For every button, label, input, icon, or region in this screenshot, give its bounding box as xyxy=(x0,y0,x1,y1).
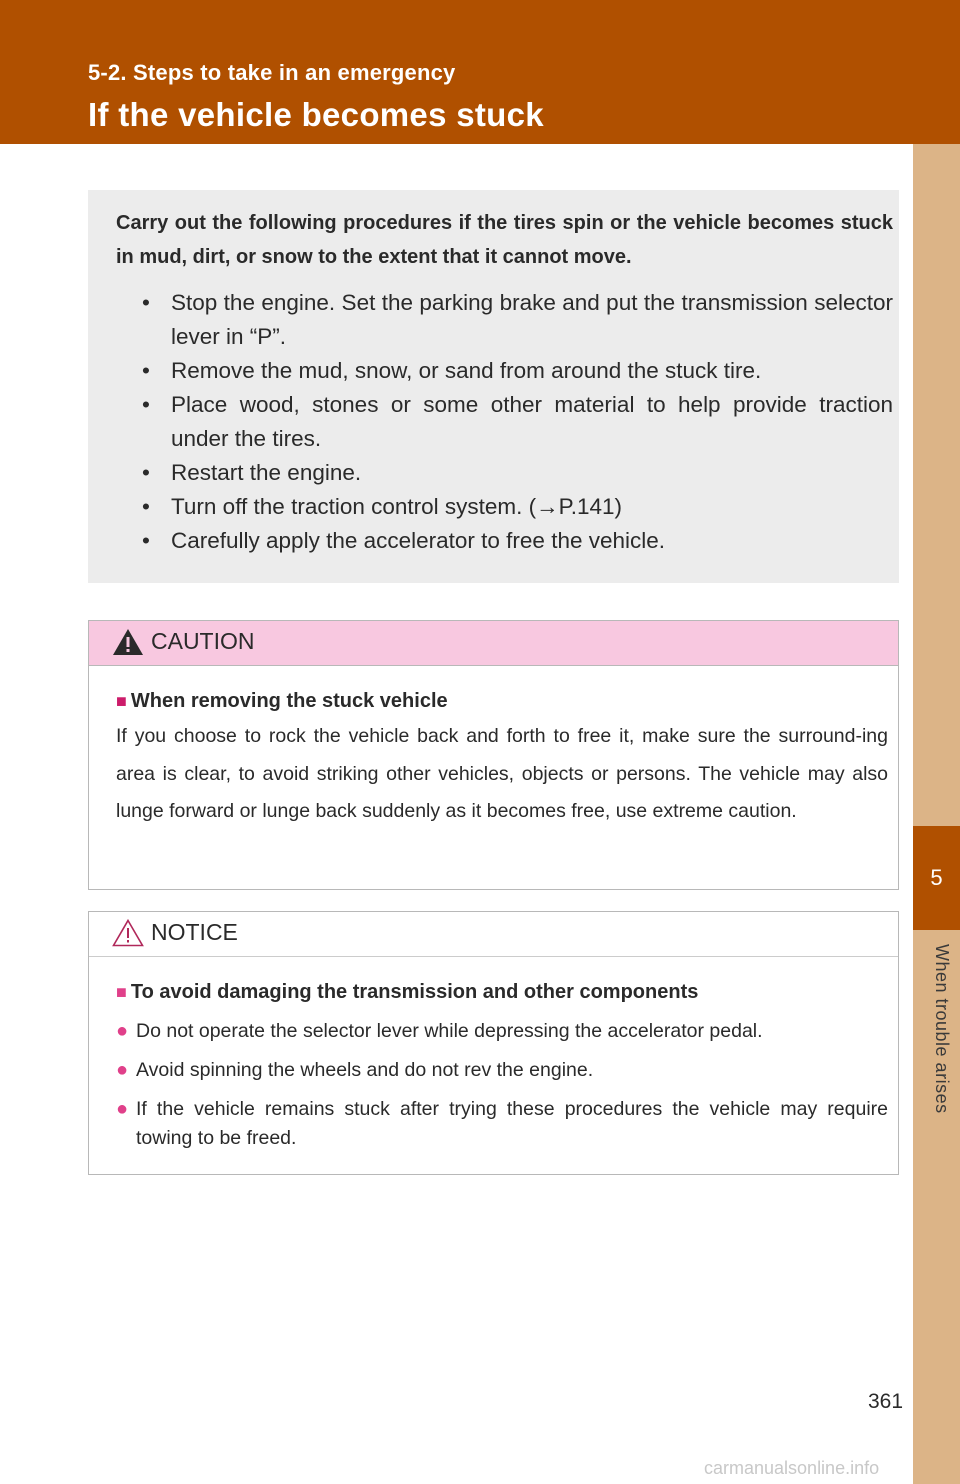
section-label: 5-2. Steps to take in an emergency xyxy=(88,60,456,85)
notice-body xyxy=(89,957,898,1153)
step-item: • Restart the engine. xyxy=(116,456,893,490)
notice-label: NOTICE xyxy=(151,919,238,945)
caution-header xyxy=(89,621,898,666)
warning-triangle-icon xyxy=(111,627,145,657)
notice-box xyxy=(88,911,899,1175)
step-item: • Carefully apply the accelerator to free the vehicle. xyxy=(116,524,893,558)
step-item: • Stop the engine. Set the parking brake and put the transmission selector lever in “P”. xyxy=(116,286,893,354)
warning-triangle-outline-icon xyxy=(111,918,145,948)
intro-box xyxy=(88,190,899,583)
caution-text: If you choose to rock the vehicle back and forth to free it, make sure the surround-ing area is clear, to avoid striking other vehicles, objects or persons. The vehicle may also lunge forward or lunge back suddenly as it becomes free, use extreme caution. xyxy=(116,725,888,822)
circle-bullet-icon: ● xyxy=(116,1098,129,1120)
caution-box xyxy=(88,620,899,890)
chapter-number-tab xyxy=(913,826,960,930)
caution-heading: ■ When removing the stuck vehicle xyxy=(116,690,448,712)
square-marker-icon: ■ xyxy=(116,691,127,711)
chapter-number: 5 xyxy=(930,865,943,890)
chapter-side-tab xyxy=(913,144,960,1484)
circle-bullet-icon: ● xyxy=(116,1020,129,1042)
caution-body xyxy=(89,666,898,831)
square-marker-icon: ■ xyxy=(116,982,127,1002)
step-item: • Remove the mud, snow, or sand from around the stuck tire. xyxy=(116,354,893,388)
page-title: If the vehicle becomes stuck xyxy=(88,96,544,133)
page-number: 361 xyxy=(868,1390,904,1413)
chapter-title: When trouble arises xyxy=(932,944,952,1114)
notice-header xyxy=(89,912,898,957)
notice-item: ● Do not operate the selector lever while depressing the accelerator pedal. xyxy=(116,1017,888,1046)
intro-text: Carry out the following procedures if the tires spin or the vehicle becomes stuck in mud, dirt, or snow to the extent that it cannot move. xyxy=(116,212,893,268)
notice-item: ● If the vehicle remains stuck after trying these procedures the vehicle may require towing to be freed. xyxy=(116,1095,888,1153)
bullet-dot: • xyxy=(142,494,150,519)
bullet-dot: • xyxy=(142,392,150,417)
bullet-dot: • xyxy=(142,358,150,383)
bullet-dot: • xyxy=(142,290,150,315)
notice-heading: ■ To avoid damaging the transmission and other components xyxy=(116,981,699,1003)
watermark: carmanualsonline.info xyxy=(704,1458,880,1478)
caution-label: CAUTION xyxy=(151,628,255,654)
circle-bullet-icon: ● xyxy=(116,1059,129,1081)
page-header xyxy=(0,0,960,144)
steps-list xyxy=(116,286,893,558)
bullet-dot: • xyxy=(142,460,150,485)
step-item: • Turn off the traction control system. (→P.141) xyxy=(116,490,893,524)
notice-item: ● Avoid spinning the wheels and do not rev the engine. xyxy=(116,1056,888,1085)
step-item: • Place wood, stones or some other material to help provide traction under the tires. xyxy=(116,388,893,456)
bullet-dot: • xyxy=(142,528,150,553)
notice-list xyxy=(116,1017,888,1153)
